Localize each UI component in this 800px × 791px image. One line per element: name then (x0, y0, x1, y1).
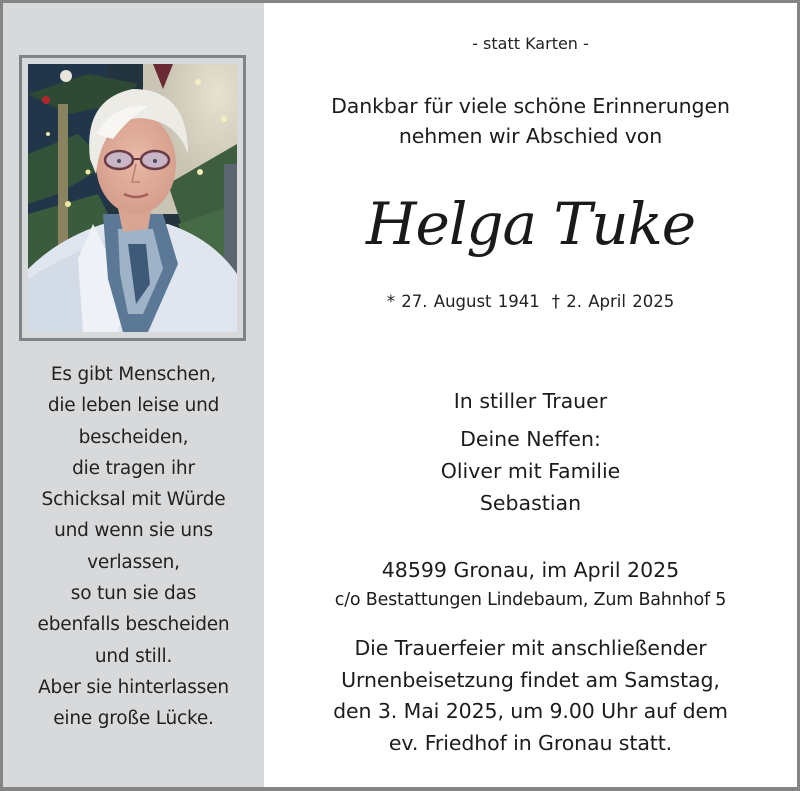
intro-line: Dankbar für viele schöne Erinnerungen (331, 94, 730, 118)
portrait-image (28, 64, 237, 332)
mourner-name: Sebastian (479, 491, 582, 515)
poem-line: die tragen ihr (72, 457, 195, 479)
mourners-block (264, 385, 797, 519)
service-line: Die Trauerfeier mit anschließender (354, 636, 707, 660)
death-date: † 2. April 2025 (551, 292, 675, 311)
sidebar-panel (3, 3, 264, 787)
memorial-poem (3, 359, 264, 735)
contact-address: c/o Bestattungen Lindebaum, Zum Bahnhof 5 (334, 590, 727, 610)
life-dates (264, 292, 797, 311)
photo-frame (19, 55, 246, 341)
poem-line: bescheiden, (78, 426, 189, 448)
statt-karten-header: - statt Karten - (472, 34, 589, 53)
service-line: Urnenbeisetzung findet am Samstag, (341, 667, 720, 692)
poem-line: so tun sie das (70, 583, 197, 605)
poem-line: ebenfalls bescheiden (37, 614, 230, 636)
poem-line: Es gibt Menschen, (50, 364, 217, 385)
birth-date: * 27. August 1941 (386, 292, 540, 311)
poem-line: und wenn sie uns (54, 520, 213, 542)
intro-line: nehmen wir Abschied von (398, 124, 663, 148)
portrait-photo (28, 64, 237, 332)
service-line: den 3. Mai 2025, um 9.00 Uhr auf dem (333, 699, 728, 723)
poem-line: und still. (94, 645, 173, 667)
poem-line: eine große Lücke. (53, 708, 214, 730)
intro-text (264, 91, 797, 151)
poem-line: verlassen, (87, 551, 180, 573)
deceased-name: Helga Tuke (365, 190, 696, 258)
mourners-relation: Deine Neffen: (460, 427, 601, 451)
notice-content (264, 3, 797, 787)
poem-line: Schicksal mit Würde (41, 489, 226, 511)
poem-line: Aber sie hinterlassen (38, 676, 229, 698)
funeral-service-info (264, 633, 797, 759)
poem-line: die leben leise und (47, 395, 220, 417)
service-line: ev. Friedhof in Gronau statt. (388, 730, 673, 755)
mourning-title: In stiller Trauer (453, 389, 608, 413)
mourner-name: Oliver mit Familie (440, 459, 621, 483)
place-and-date: 48599 Gronau, im April 2025 (381, 558, 680, 582)
